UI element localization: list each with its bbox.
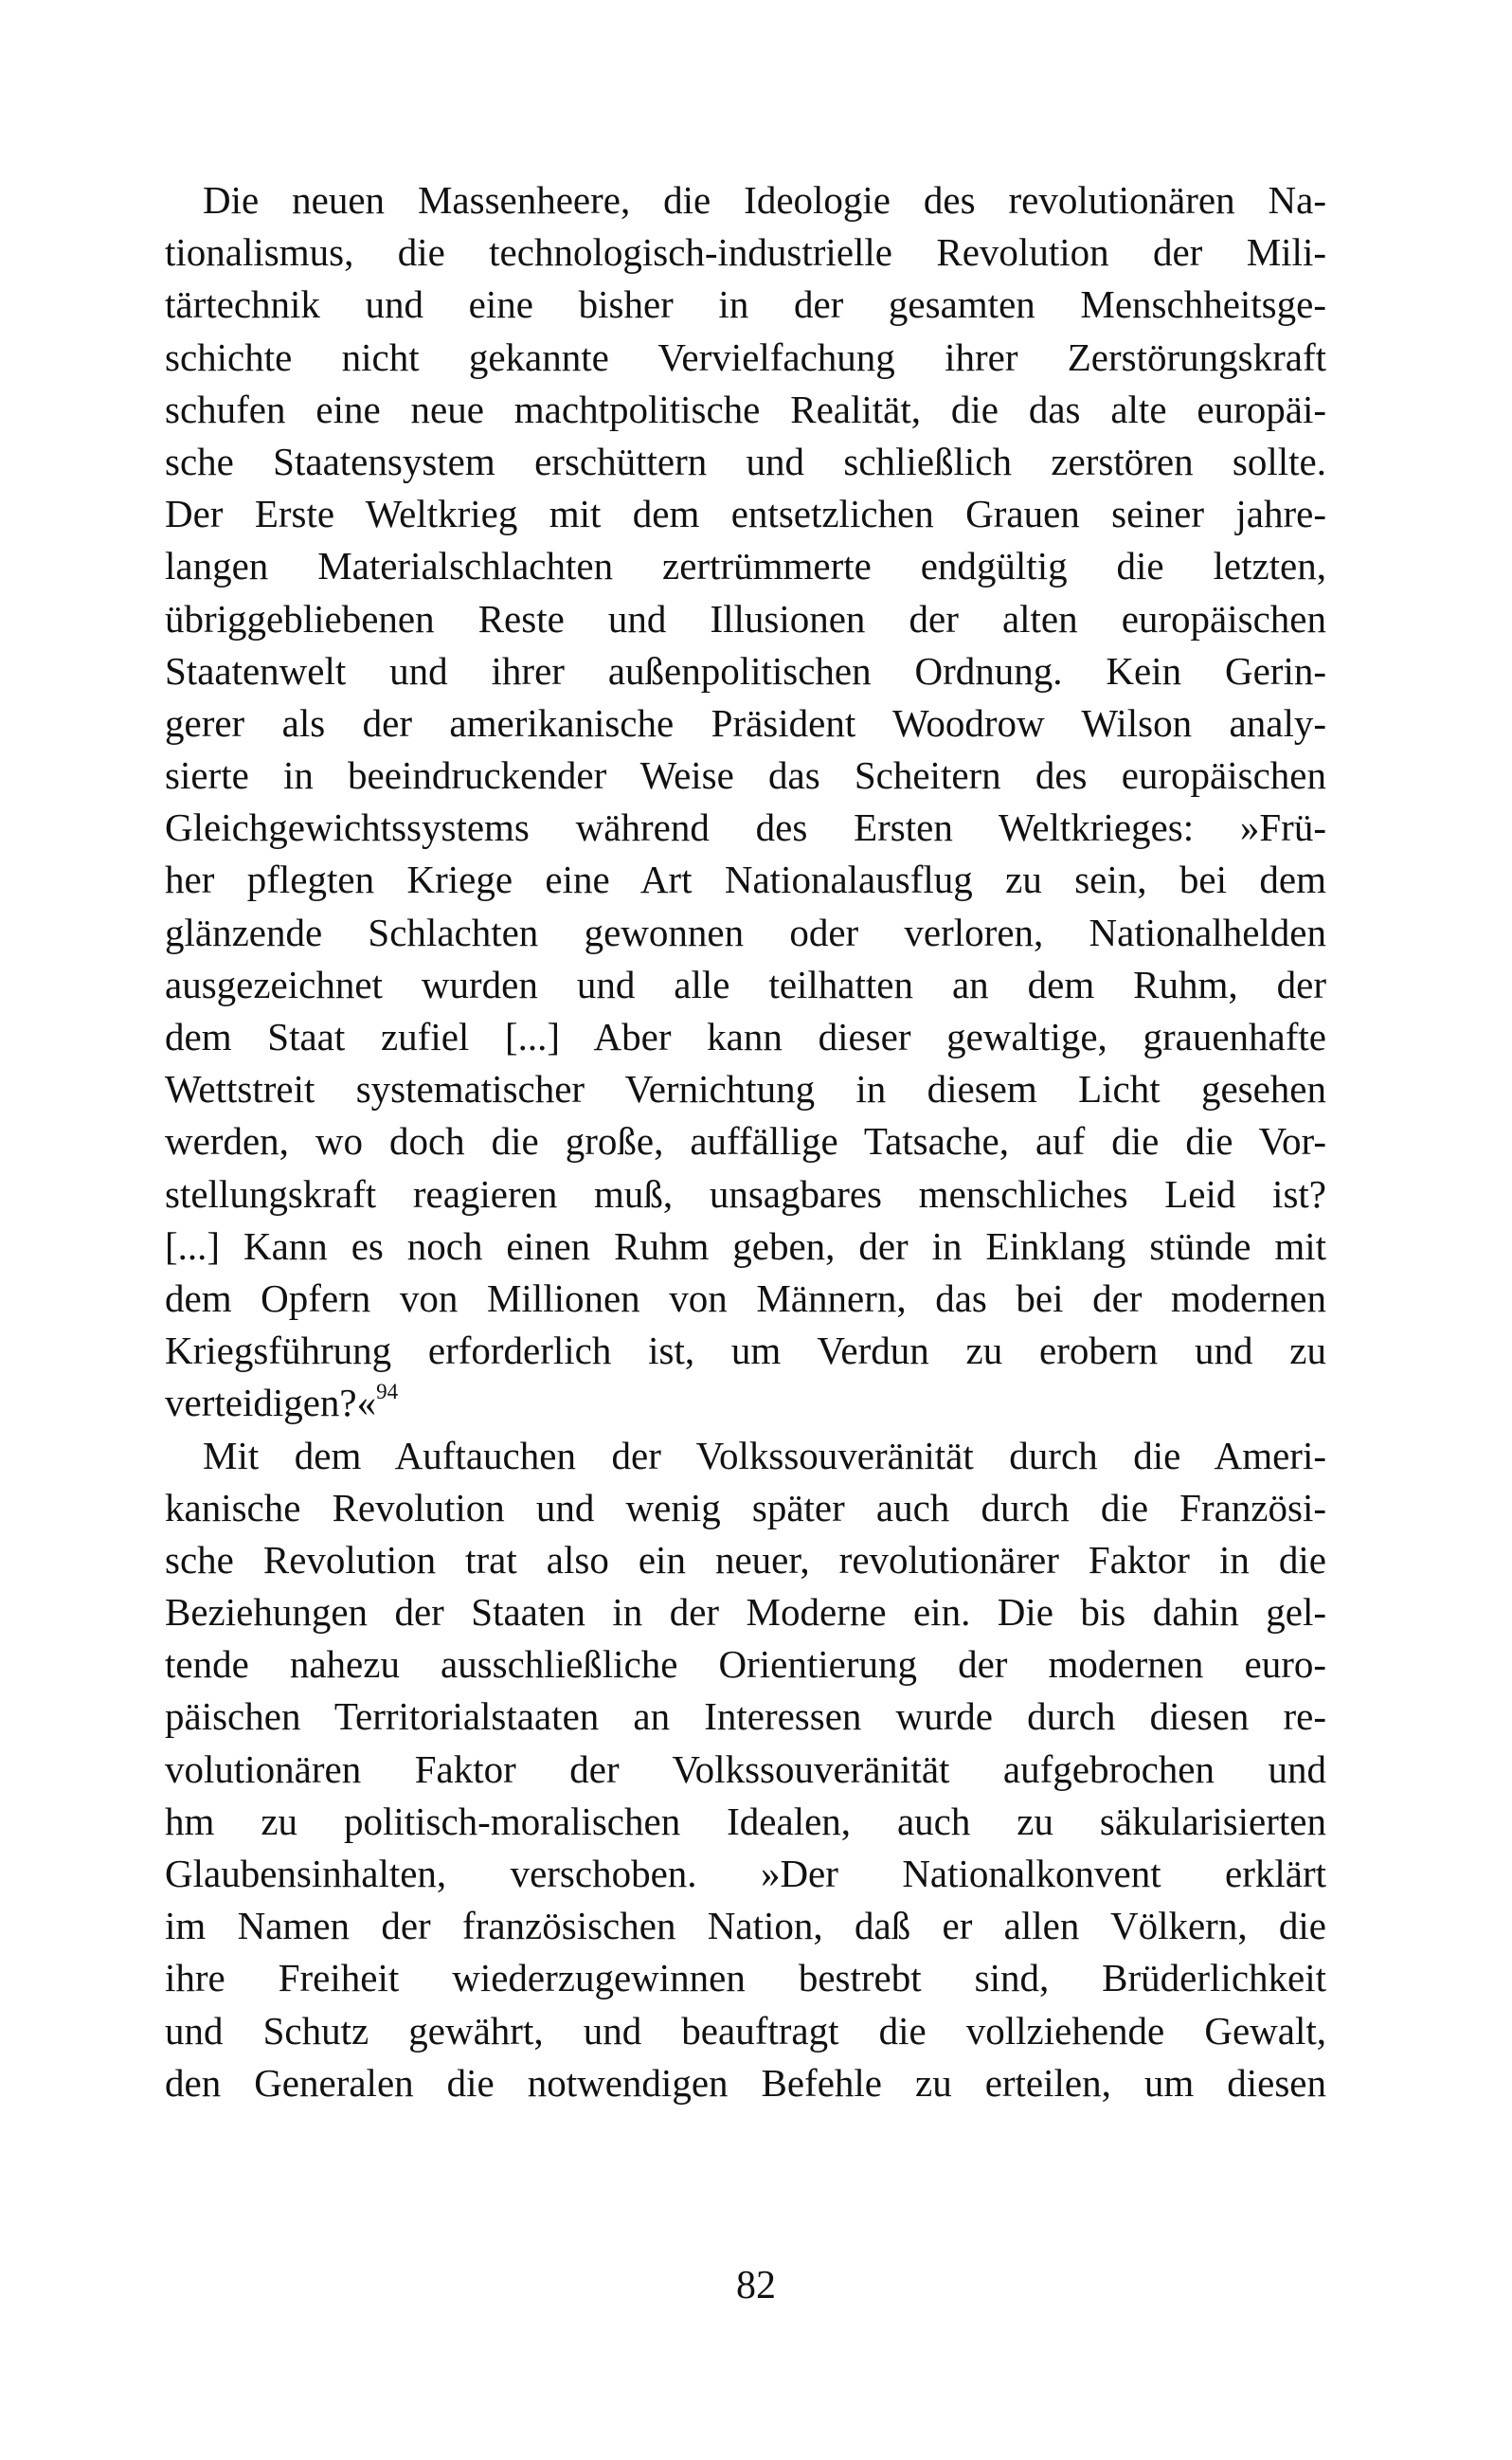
text-line: Die neuen Massenheere, die Ideologie des revolutionären Na- [203, 178, 1326, 222]
text-line: tende nahezu ausschließliche Orientierung der modernen euro- [165, 1642, 1326, 1687]
text-line: Der Erste Weltkrieg mit dem entsetzlichen Grauen seiner jahre- [165, 492, 1326, 536]
text-line: [...] Kann es noch einen Ruhm geben, der in Einklang stünde mit [165, 1223, 1326, 1268]
text-line: übriggebliebenen Reste und Illusionen der alten europäischen [165, 596, 1326, 641]
text-line: sierte in beeindruckender Weise das Scheitern des europäischen [165, 753, 1326, 798]
text-line: stellungskraft reagieren muß, unsagbares menschliches Leid ist? [165, 1171, 1326, 1216]
footnote-reference[interactable]: 94 [376, 1379, 399, 1403]
text-line: Wettstreit systematischer Vernichtung in diesem Licht gesehen [165, 1067, 1326, 1112]
text-line: und Schutz gewährt, und beauftragt die vollziehende Gewalt, [165, 2008, 1326, 2053]
text-line: Staatenwelt und ihrer außenpolitischen Ordnung. Kein Gerin- [165, 648, 1326, 693]
text-line: werden, wo doch die große, auffällige Tatsache, auf die die Vor- [165, 1119, 1326, 1164]
text-line: tionalismus, die technologisch-industrielle Revolution der Mili- [165, 230, 1326, 275]
page-number: 82 [736, 2264, 776, 2307]
text-line: sche Revolution trat also ein neuer, revolutionärer Faktor in die [165, 1537, 1326, 1582]
text-line: Mit dem Auftauchen der Volkssouveränität durch die Ameri- [203, 1433, 1326, 1477]
text-line: dem Opfern von Millionen von Männern, das bei der modernen [165, 1275, 1326, 1320]
text-line: gerer als der amerikanische Präsident Woodrow Wilson analy- [165, 700, 1326, 745]
text-line: im Namen der französischen Nation, daß er allen Völkern, die [165, 1904, 1326, 1948]
text-line: Beziehungen der Staaten in der Moderne ein. Die bis dahin gel- [165, 1590, 1326, 1635]
text-line: volutionären Faktor der Volkssouveränität aufgebrochen und [165, 1746, 1326, 1791]
text-line: her pflegten Kriege eine Art Nationalausflug zu sein, bei dem [165, 858, 1326, 902]
text-line: glänzende Schlachten gewonnen oder verloren, Nationalhelden [165, 910, 1326, 954]
text-line: kanische Revolution und wenig später auch durch die Französi- [165, 1485, 1326, 1529]
text-line: päischen Territorialstaaten an Interessen wurde durch diesen re- [165, 1694, 1326, 1739]
text-line: sche Staatensystem erschüttern und schließlich zerstören sollte. [165, 439, 1326, 483]
body-text [165, 174, 1326, 2109]
text-line: Kriegsführung erforderlich ist, um Verdun zu erobern und zu [165, 1329, 1326, 1373]
text-line: Glaubensinhalten, verschoben. »Der Nationalkonvent erklärt [165, 1852, 1326, 1895]
paragraph-end-line [165, 1377, 1326, 1429]
text-line-final: verteidigen?« [165, 1381, 377, 1425]
text-line: ihre Freiheit wiederzugewinnen bestrebt sind, Brüderlichkeit [165, 1956, 1326, 2000]
text-line: dem Staat zufiel [...] Aber kann dieser gewaltige, grauenhafte [165, 1015, 1326, 1058]
text-line: langen Materialschlachten zertrümmerte endgültig die letzten, [165, 544, 1326, 588]
text-line: hm zu politisch-moralischen Idealen, auch zu säkularisierten [165, 1799, 1326, 1843]
text-line: schufen eine neue machtpolitische Realität, die das alte europäi- [165, 387, 1326, 431]
text-line: den Generalen die notwendigen Befehle zu erteilen, um diesen [165, 2060, 1326, 2105]
text-line: schichte nicht gekannte Vervielfachung ihrer Zerstörungskraft [165, 335, 1326, 379]
text-line: Gleichgewichtssystems während des Ersten Weltkrieges: »Frü- [165, 805, 1326, 850]
text-line: tärtechnik und eine bisher in der gesamten Menschheitsge- [165, 282, 1326, 327]
text-line: ausgezeichnet wurden und alle teilhatten an dem Ruhm, der [165, 962, 1326, 1006]
